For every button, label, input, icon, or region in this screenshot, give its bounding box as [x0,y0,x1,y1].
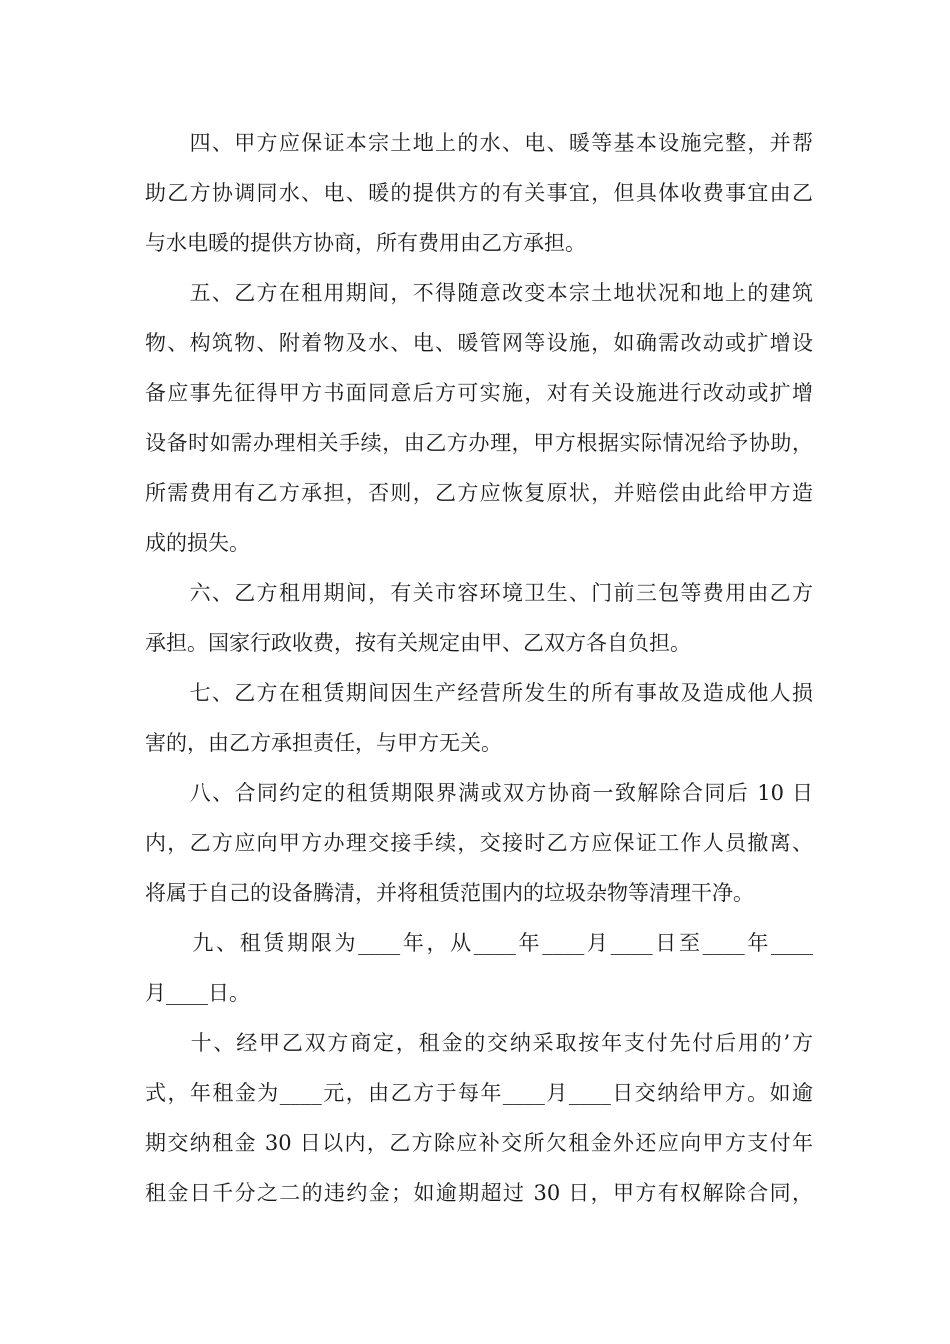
text-line: 承担。国家行政收费，按有关规定由甲、乙双方各自负担。 [145,631,691,655]
clause-5-paragraph [145,268,813,568]
text-line: 助乙方协调同水、电、暖的提供方的有关事宜，但具体收费事宜由乙 [145,181,813,205]
contract-body [145,118,813,1218]
text-line: 式，年租金为____元，由乙方于每年____月____日交纳给甲方。如逾 [145,1081,813,1105]
text-line: 将属于自己的设备腾清，并将租赁范围内的垃圾杂物等清理干净。 [145,881,754,905]
clause-4-paragraph [145,118,813,268]
text-line: 期交纳租金 30 日以内，乙方除应补交所欠租金外还应向甲方支付年 [145,1131,813,1155]
text-line: 与水电暖的提供方协商，所有费用由乙方承担。 [145,231,586,255]
text-line: 十、经甲乙双方商定，租金的交纳采取按年支付先付后用的’方 [145,1031,813,1055]
text-line: 设备时如需办理相关手续，由乙方办理，甲方根据实际情况给予协助， [145,431,813,455]
text-line: 成的损失。 [145,531,250,555]
text-line: 七、乙方在租赁期间因生产经营所发生的所有事故及造成他人损 [145,681,813,705]
text-line: 害的，由乙方承担责任，与甲方无关。 [145,731,502,755]
text-line: 四、甲方应保证本宗土地上的水、电、暖等基本设施完整，并帮 [145,131,813,155]
text-line: 内，乙方应向甲方办理交接手续，交接时乙方应保证工作人员撤离、 [145,831,813,855]
clause-8-paragraph [145,768,813,918]
clause-7-paragraph [145,668,813,768]
clause-9-paragraph [145,918,813,1018]
text-line: 租金日千分之二的违约金；如逾期超过 30 日，甲方有权解除合同， [145,1181,813,1205]
text-line: 备应事先征得甲方书面同意后方可实施，对有关设施进行改动或扩增 [145,381,813,405]
clause-6-paragraph [145,568,813,668]
text-line: 九、租赁期限为____年，从____年____月____日至____年____ [145,931,813,955]
text-line: 月____日。 [145,981,250,1005]
text-line: 所需费用有乙方承担，否则，乙方应恢复原状，并赔偿由此给甲方造 [145,481,813,505]
clause-10-paragraph [145,1018,813,1218]
text-line: 八、合同约定的租赁期限界满或双方协商一致解除合同后 10 日 [145,781,813,805]
text-line: 六、乙方租用期间，有关市容环境卫生、门前三包等费用由乙方 [145,581,813,605]
text-line: 五、乙方在租用期间，不得随意改变本宗土地状况和地上的建筑 [145,281,813,305]
text-line: 物、构筑物、附着物及水、电、暖管网等设施，如确需改动或扩增设 [145,331,813,355]
